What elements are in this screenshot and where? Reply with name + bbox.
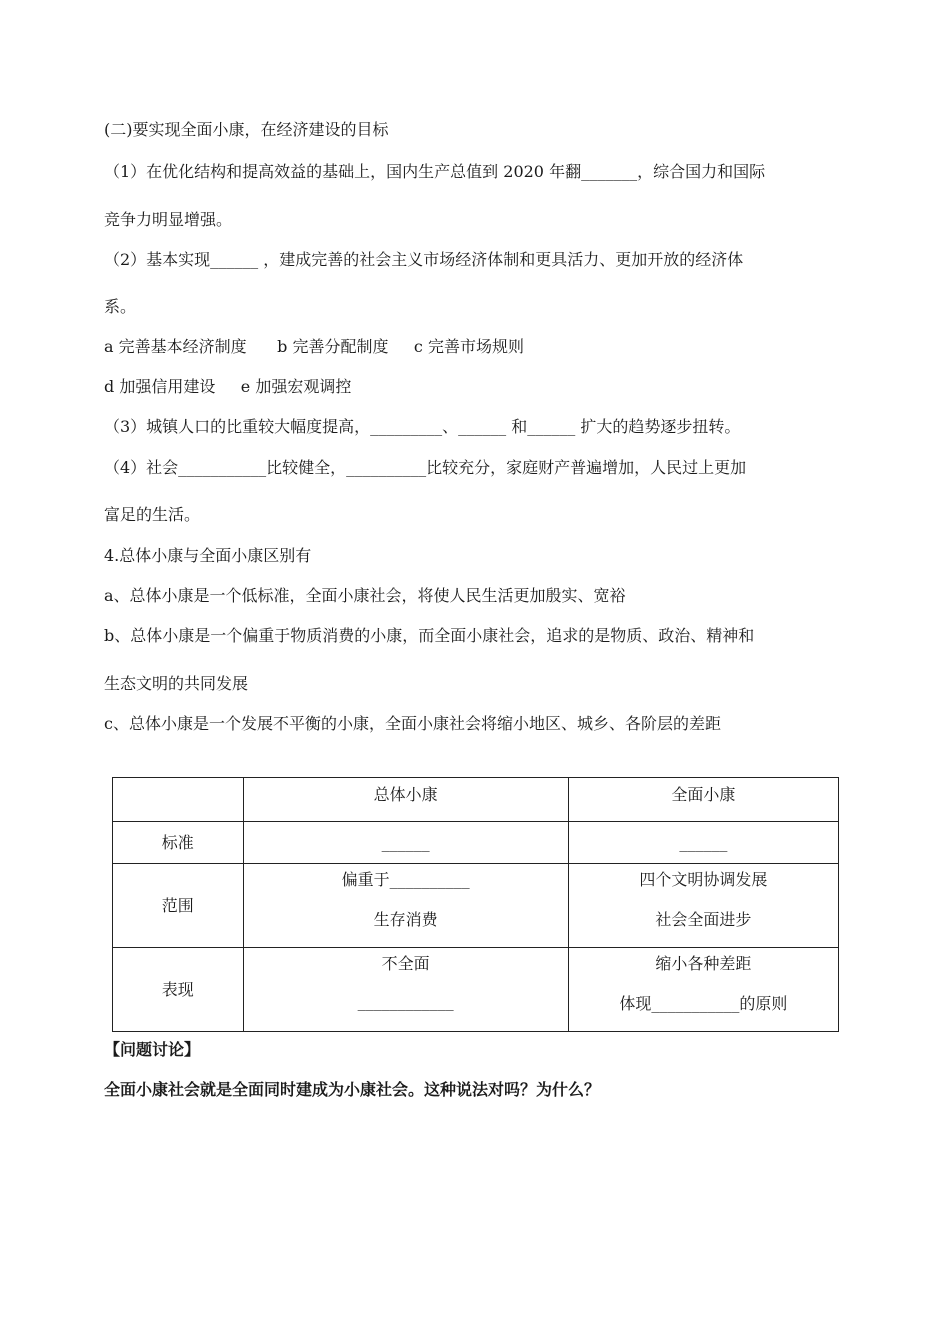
cell-scope-comprehensive — [568, 864, 838, 948]
cell-text: 偏重于__________ — [341, 870, 470, 889]
item4-line2: 富足的生活。 — [104, 505, 201, 524]
cell-text: 四个文明协调发展 — [639, 870, 768, 889]
discussion-question: 全面小康社会就是全面同时建成为小康社会。这种说法对吗？为什么？ — [104, 1080, 601, 1099]
item3-line: （3）城镇人口的比重较大幅度提高，_________、______ 和______ 扩大的趋势逐步扭转。 — [104, 417, 741, 436]
discussion-title: 【问题讨论】 — [104, 1040, 201, 1059]
table-header-overall: 总体小康 — [243, 778, 568, 822]
cell-manifestation-overall — [243, 948, 568, 1032]
comparison-table — [112, 777, 839, 1032]
row-label-manifestation: 表现 — [113, 948, 244, 1032]
table-row — [113, 822, 839, 864]
item2-line2: 系。 — [104, 297, 137, 316]
cell-text: 生存消费 — [373, 910, 438, 929]
row-label-standard: 标准 — [113, 822, 244, 864]
item2-line1: （2）基本实现______ ，建成完善的社会主义市场经济体制和更具活力、更加开放的经济体 — [104, 250, 744, 269]
row-label-scope: 范围 — [113, 864, 244, 948]
difference-c: c、总体小康是一个发展不平衡的小康，全面小康社会将缩小地区、城乡、各阶层的差距 — [104, 714, 721, 733]
difference-b-line1: b、总体小康是一个偏重于物质消费的小康，而全面小康社会，追求的是物质、政治、精神和 — [104, 626, 755, 645]
cell-scope-overall — [243, 864, 568, 948]
difference-a: a、总体小康是一个低标准，全面小康社会，将使人民生活更加殷实、宽裕 — [104, 586, 626, 605]
item4-line1: （4）社会___________比较健全，__________比较充分，家庭财产普遍增加，人民过上更加 — [104, 458, 747, 477]
cell-text: 不全面 — [381, 954, 430, 973]
cell-standard-overall: ______ — [243, 822, 568, 864]
options-line2: d 加强信用建设 e 加强宏观调控 — [104, 377, 352, 396]
table-row — [113, 948, 839, 1032]
item1-line2: 竞争力明显增强。 — [104, 210, 233, 229]
section2-heading: (二)要实现全面小康，在经济建设的目标 — [104, 120, 389, 139]
table-header-empty — [113, 778, 244, 822]
cell-text: 社会全面进步 — [655, 910, 752, 929]
cell-text: ____________ — [357, 992, 454, 1011]
item1-line1: （1）在优化结构和提高效益的基础上，国内生产总值到 2020 年翻_______，综合国力和国际 — [104, 162, 766, 181]
cell-text: 缩小各种差距 — [655, 954, 752, 973]
table-header-row — [113, 778, 839, 822]
cell-manifestation-comprehensive — [568, 948, 838, 1032]
table-header-comprehensive: 全面小康 — [568, 778, 838, 822]
section4-heading: 4.总体小康与全面小康区别有 — [104, 546, 312, 565]
cell-text: 体现___________的原则 — [619, 994, 788, 1013]
table-row — [113, 864, 839, 948]
options-line1: a 完善基本经济制度 b 完善分配制度 c 完善市场规则 — [104, 337, 524, 356]
cell-standard-comprehensive: ______ — [568, 822, 838, 864]
difference-b-line2: 生态文明的共同发展 — [104, 674, 249, 693]
